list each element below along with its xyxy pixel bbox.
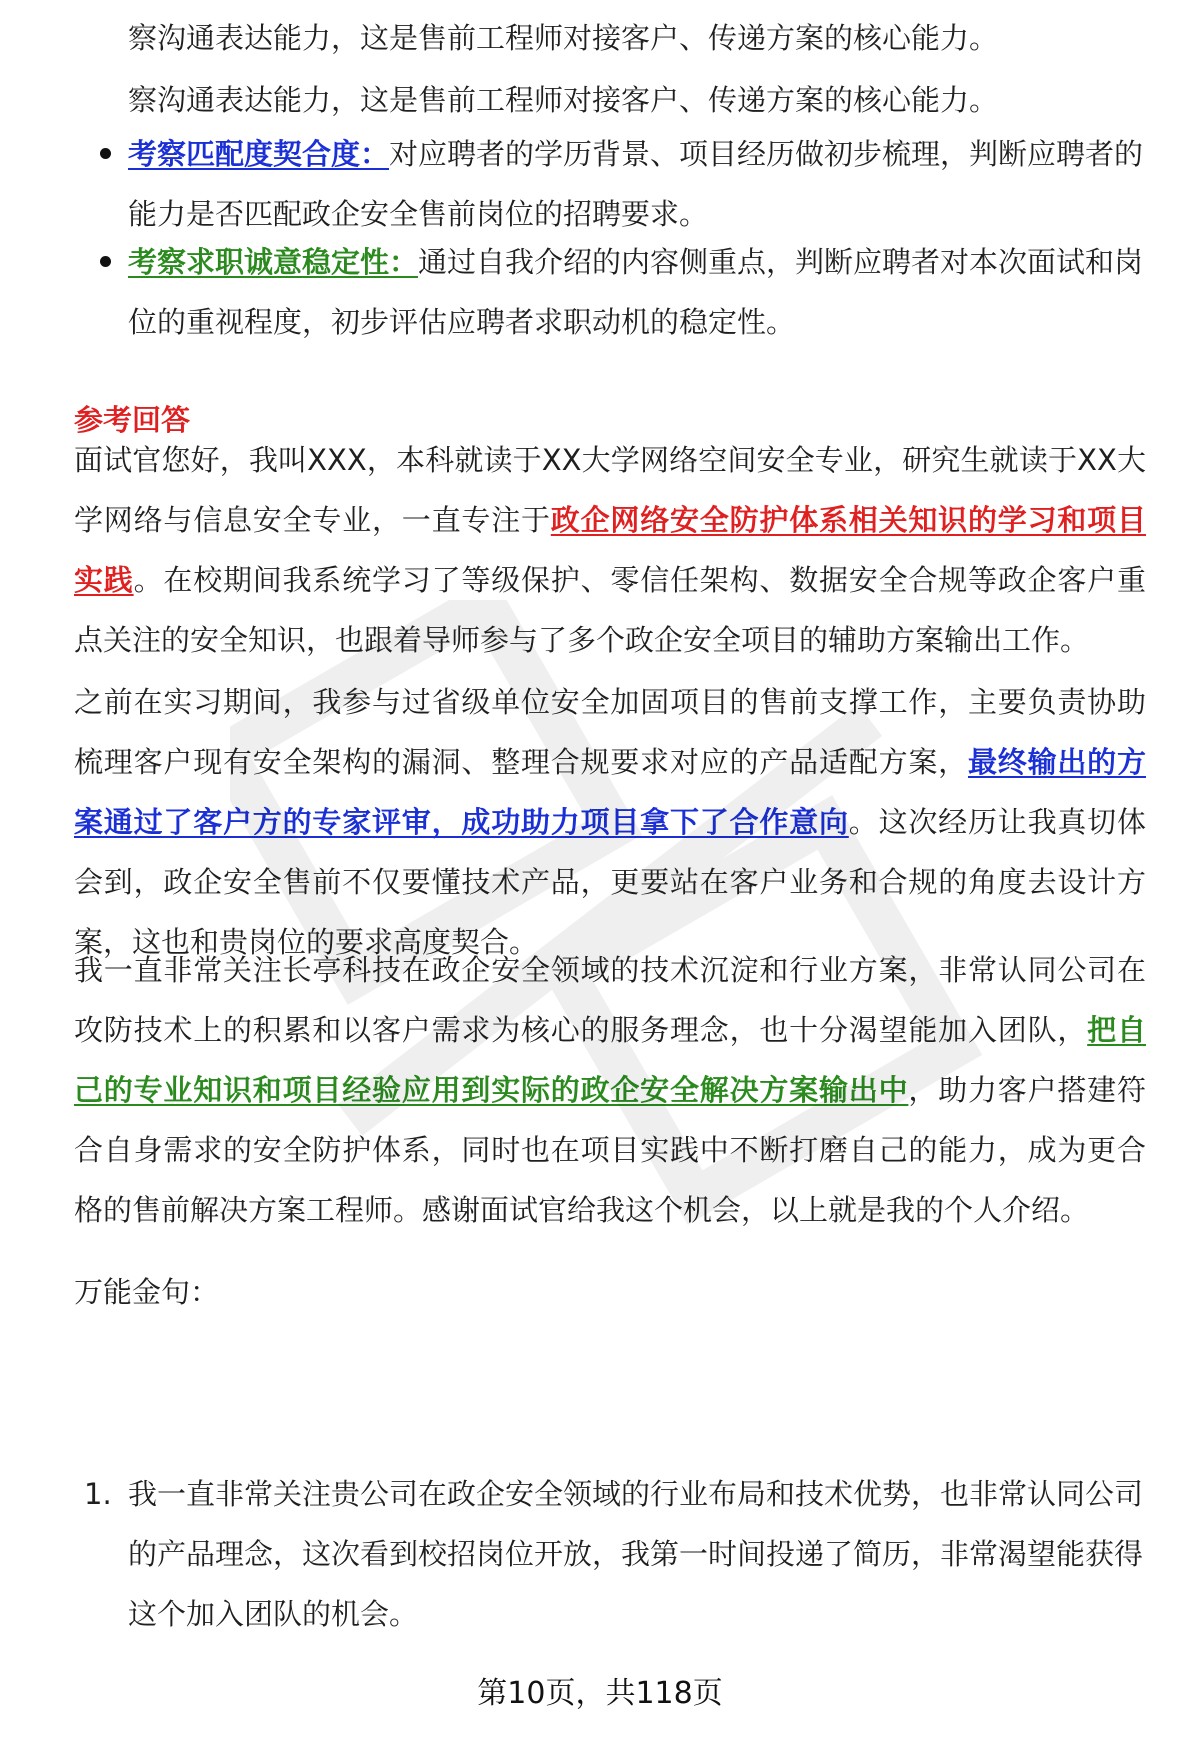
paragraph-text: ，助力客户搭建符合自身需求的安全防护体系，同时也在项目实践中不断打磨自己的能力，成为更合格的售前解决方案工程师。感谢面试官给我这个机会，以上就是我的个人介绍。 bbox=[74, 1073, 1146, 1227]
answer-paragraph-3 bbox=[74, 940, 1146, 1240]
page-footer: 第10页，共118页 bbox=[477, 1676, 723, 1711]
paragraph-text: 之前在实习期间，我参与过省级单位安全加固项目的售前支撑工作，主要负责协助梳理客户现有安全架构的漏洞、整理合规要求对应的产品适配方案， bbox=[74, 685, 1146, 779]
bullet-dot-icon bbox=[100, 256, 111, 267]
clipped-bullet-region bbox=[0, 0, 1200, 66]
paragraph-text: 我一直非常关注长亭科技在政企安全领域的技术沉淀和行业方案，非常认同公司在攻防技术上的积累和以客户需求为核心的服务理念，也十分渴望能加入团队， bbox=[74, 953, 1146, 1047]
bullet-lead: 考察求职诚意稳定性： bbox=[128, 245, 419, 279]
answer-paragraph-2 bbox=[74, 672, 1146, 972]
section-title: 参考回答 bbox=[74, 403, 191, 437]
golden-phrases-label: 万能金句： bbox=[74, 1275, 220, 1309]
paragraph-text: 面试官您好，我叫XXX，本科就读于XX大学网络空间安全专业，研究生就读于XX大学网络与信息安全专业，一直专注于 bbox=[74, 443, 1146, 537]
paragraph-text: 。这次经历让我真切体会到，政企安全售前不仅要懂技术产品，更要站在客户业务和合规的角度去设计方案，这也和贵岗位的要求高度契合。 bbox=[74, 805, 1146, 959]
bullet-text: 察沟通表达能力，这是售前工程师对接客户、传递方案的核心能力。 bbox=[128, 21, 999, 55]
bullet-text: 对应聘者的学历背景、项目经历做初步梳理，判断应聘者的能力是否匹配政企安全售前岗位的招聘要求。 bbox=[128, 137, 1144, 231]
paragraph-text: 。在校期间我系统学习了等级保护、零信任架构、数据安全合规等政企客户重点关注的安全知识，也跟着导师参与了多个政企安全项目的辅助方案输出工作。 bbox=[74, 563, 1146, 657]
bullet-item-expression bbox=[128, 0, 1148, 66]
paragraph-highlight: 政企网络安全防护体系相关知识的学习和项目实践 bbox=[74, 503, 1146, 597]
bullet-lead: 考察匹配度契合度： bbox=[128, 137, 390, 171]
ordered-list-item bbox=[84, 1464, 1148, 1644]
list-item-text: 我一直非常关注贵公司在政企安全领域的行业布局和技术优势，也非常认同公司的产品理念，这次看到校招岗位开放，我第一时间投递了简历，非常渴望能获得这个加入团队的机会。 bbox=[128, 1477, 1144, 1631]
answer-paragraph-1 bbox=[74, 430, 1146, 670]
bullet-item-sincerity bbox=[128, 232, 1148, 352]
list-number: 1. bbox=[84, 1477, 112, 1511]
bullet-item-match bbox=[128, 124, 1148, 244]
bullet-item-expression-continued bbox=[128, 70, 1148, 130]
bullet-dot-icon bbox=[100, 148, 111, 159]
paragraph-highlight: 把自己的专业知识和项目经验应用到实际的政企安全解决方案输出中 bbox=[74, 1013, 1146, 1107]
paragraph-highlight: 最终输出的方案通过了客户方的专家评审，成功助力项目拿下了合作意向 bbox=[74, 745, 1146, 839]
bullet-text: 察沟通表达能力，这是售前工程师对接客户、传递方案的核心能力。 bbox=[128, 83, 999, 117]
bullet-text: 通过自我介绍的内容侧重点，判断应聘者对本次面试和岗位的重视程度，初步评估应聘者求职动机的稳定性。 bbox=[128, 245, 1144, 339]
